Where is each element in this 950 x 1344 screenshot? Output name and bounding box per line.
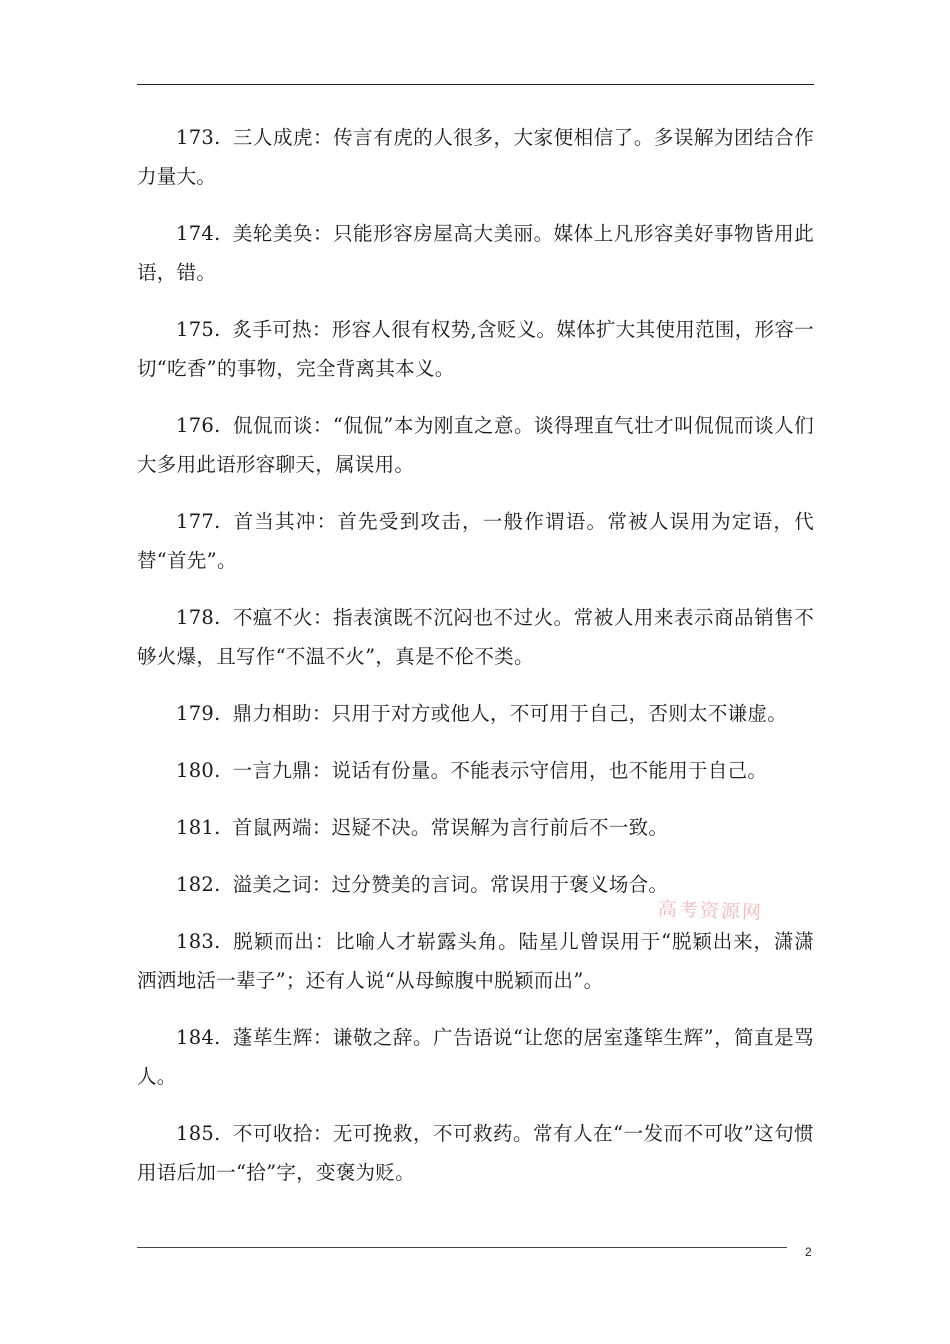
entry-180 bbox=[137, 751, 814, 790]
entry-number: 178. bbox=[176, 606, 221, 629]
entry-184 bbox=[137, 1018, 814, 1096]
watermark: 高考资源网 bbox=[657, 898, 764, 924]
entry-number: 181. bbox=[176, 816, 221, 839]
entry-text: 首鼠两端：迟疑不决。常误解为言行前后不一致。 bbox=[232, 816, 669, 839]
entry-text: 一言九鼎：说话有份量。不能表示守信用，也不能用于自己。 bbox=[232, 759, 768, 782]
entry-174 bbox=[137, 214, 814, 292]
entry-number: 176. bbox=[176, 414, 221, 437]
entry-text: 美轮美奂：只能形容房屋高大美丽。媒体上凡形容美好事物皆用此语，错。 bbox=[137, 222, 814, 284]
entry-number: 182. bbox=[176, 873, 221, 896]
entry-text: 侃侃而谈：“侃侃”本为刚直之意。谈得理直气壮才叫侃侃而谈人们大多用此语形容聊天，属误用。 bbox=[137, 414, 814, 476]
entry-number: 175. bbox=[176, 318, 221, 341]
entry-number: 177. bbox=[176, 510, 221, 533]
entry-176 bbox=[137, 406, 814, 484]
entry-175 bbox=[137, 310, 814, 388]
entry-text: 不瘟不火：指表演既不沉闷也不过火。常被人用来表示商品销售不够火爆，且写作“不温不火”，真是不伦不类。 bbox=[137, 606, 814, 668]
entry-text: 不可收拾：无可挽救，不可救药。常有人在“一发而不可收”这句惯用语后加一“拾”字，变褒为贬。 bbox=[137, 1122, 814, 1184]
entry-number: 180. bbox=[176, 759, 221, 782]
entry-number: 184. bbox=[176, 1026, 221, 1049]
entry-text: 首当其冲：首先受到攻击，一般作谓语。常被人误用为定语，代替“首先”。 bbox=[137, 510, 814, 572]
entry-text: 三人成虎：传言有虎的人很多，大家便相信了。多误解为团结合作力量大。 bbox=[137, 126, 814, 188]
entry-number: 179. bbox=[176, 702, 221, 725]
header-rule bbox=[137, 84, 814, 85]
entry-181 bbox=[137, 808, 814, 847]
entry-text: 蓬荜生辉：谦敬之辞。广告语说“让您的居室蓬筚生辉”，简直是骂人。 bbox=[137, 1026, 814, 1088]
entry-number: 183. bbox=[176, 930, 221, 953]
entry-text: 炙手可热：形容人很有权势,含贬义。媒体扩大其使用范围，形容一切“吃香”的事物，完全背离其本义。 bbox=[137, 318, 814, 380]
entry-179 bbox=[137, 694, 814, 733]
entry-178 bbox=[137, 598, 814, 676]
entry-number: 174. bbox=[176, 222, 221, 245]
entry-number: 185. bbox=[176, 1122, 221, 1145]
footer-rule bbox=[137, 1247, 787, 1248]
entry-text: 脱颖而出：比喻人才崭露头角。陆星儿曾误用于“脱颖出来，潇潇洒洒地活一辈子”；还有人说“从母鲸腹中脱颖而出”。 bbox=[137, 930, 814, 992]
entry-text: 溢美之词：过分赞美的言词。常误用于褒义场合。 bbox=[232, 873, 669, 896]
entry-text: 鼎力相助：只用于对方或他人，不可用于自己，否则太不谦虚。 bbox=[232, 702, 788, 725]
page-number: 2 bbox=[805, 1245, 812, 1259]
entry-185 bbox=[137, 1114, 814, 1192]
document-body bbox=[137, 118, 814, 1210]
entry-173 bbox=[137, 118, 814, 196]
entry-183 bbox=[137, 922, 814, 1000]
entry-number: 173. bbox=[176, 126, 221, 149]
entry-177 bbox=[137, 502, 814, 580]
